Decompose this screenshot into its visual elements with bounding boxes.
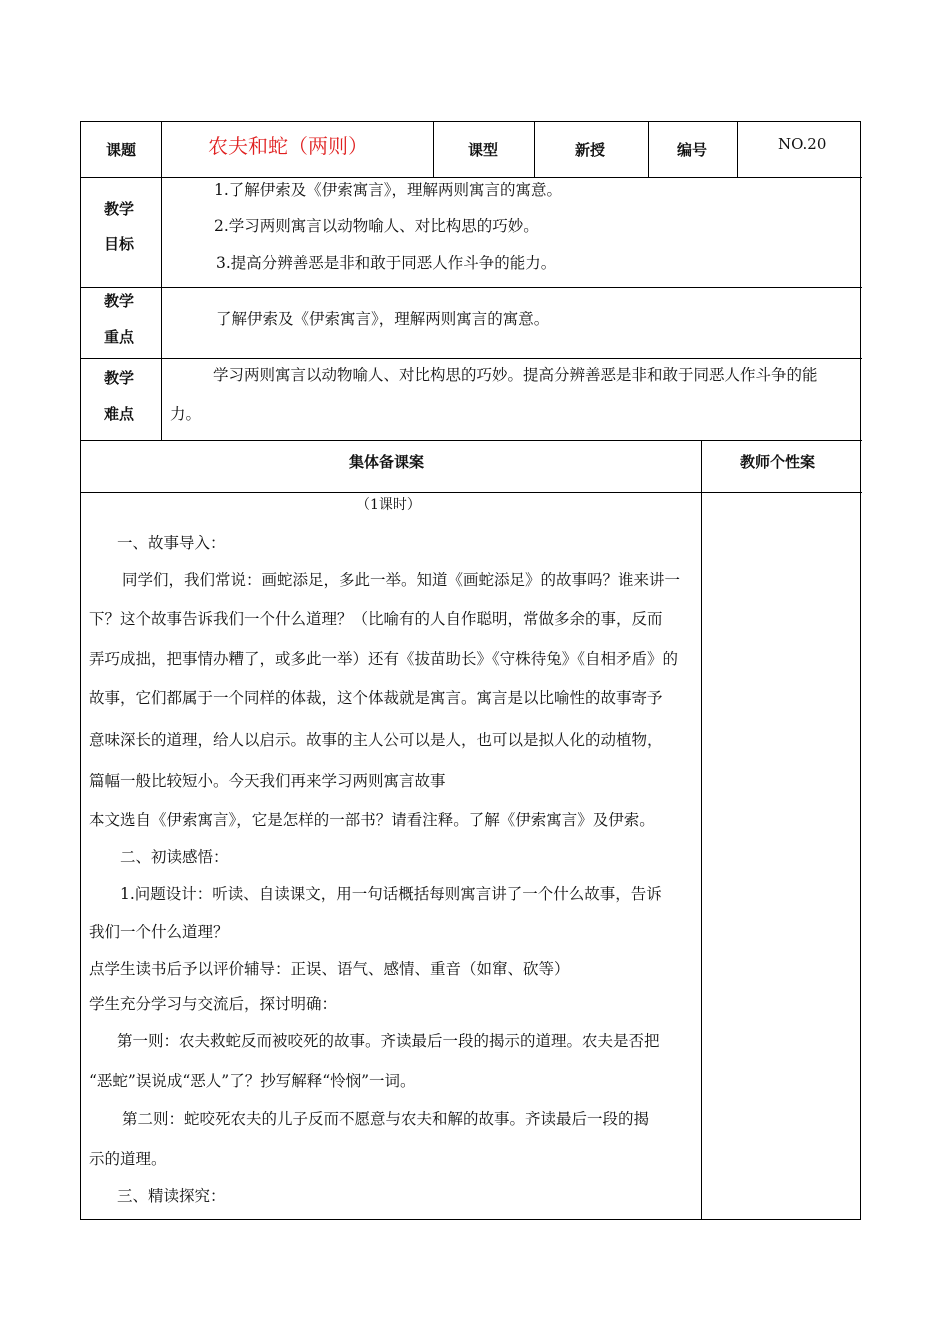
number-value: NO.20 [778,135,827,153]
column-divider [648,122,649,177]
row-divider [81,492,862,493]
lesson-line: 三、精读探究： [117,1187,226,1205]
type-label: 课型 [468,141,499,159]
lesson-line: 篇幅一般比较短小。今天我们再来学习两则寓言故事 [89,772,446,790]
column-divider [701,440,702,1220]
goal-item: 3.提高分辨善恶是非和敢于同恶人作斗争的能力。 [216,254,557,272]
difficulty-text: 力。 [170,405,202,423]
focus-text: 了解伊索及《伊索寓言》，理解两则寓言的寓意。 [216,310,550,328]
number-label: 编号 [677,141,708,159]
lesson-line: 示的道理。 [89,1150,167,1168]
lesson-line: 下？这个故事告诉我们一个什么道理？（比喻有的人自作聪明，常做多余的事，反而 [89,610,663,628]
lesson-line: 本文选自《伊索寓言》，它是怎样的一部书？请看注释。了解《伊索寓言》及伊索。 [89,811,655,829]
topic-label: 课题 [106,141,137,159]
lesson-line: 同学们，我们常说：画蛇添足，多此一举。知道《画蛇添足》的故事吗？谁来讲一 [122,571,681,589]
type-value: 新授 [575,141,606,159]
lesson-line: 学生充分学习与交流后，探讨明确： [89,995,338,1013]
difficulty-label-line2: 难点 [104,405,135,423]
goal-item: 2.学习两则寓言以动物喻人、对比构思的巧妙。 [214,217,539,235]
lesson-line: 我们一个什么道理？ [89,923,229,941]
lesson-period: （1课时） [356,497,421,513]
row-divider [81,440,862,441]
difficulty-text: 学习两则寓言以动物喻人、对比构思的巧妙。提高分辨善恶是非和敢于同恶人作斗争的能 [213,366,818,384]
goals-label-line2: 目标 [104,235,135,253]
column-divider [534,122,535,177]
lesson-line: 二、初读感悟： [120,848,229,866]
goal-item: 1.了解伊索及《伊索寓言》，理解两则寓言的寓意。 [214,181,563,199]
lesson-line: 第一则：农夫救蛇反而被咬死的故事。齐读最后一段的揭示的道理。农夫是否把 [117,1032,660,1050]
lesson-title: 农夫和蛇（两则） [208,134,368,158]
column-divider [433,122,434,177]
row-divider [81,287,862,288]
collective-plan-header: 集体备课案 [349,453,425,471]
lesson-line: 1.问题设计：听读、自读课文，用一句话概括每则寓言讲了一个什么故事，告诉 [120,885,662,903]
row-divider [81,358,862,359]
focus-label-line2: 重点 [104,328,135,346]
difficulty-label-line1: 教学 [104,369,135,387]
lesson-line: 意味深长的道理，给人以启示。故事的主人公可以是人，也可以是拟人化的动植物， [89,731,663,749]
focus-label-line1: 教学 [104,292,135,310]
personal-plan-header: 教师个性案 [740,453,816,471]
row-divider [81,177,862,178]
lesson-line: 一、故事导入： [117,534,226,552]
lesson-line: 故事，它们都属于一个同样的体裁，这个体裁就是寓言。寓言是以比喻性的故事寄予 [89,689,663,707]
lesson-line: 第二则：蛇咬死农夫的儿子反而不愿意与农夫和解的故事。齐读最后一段的揭 [122,1110,650,1128]
lesson-line: “恶蛇”误说成“恶人”了？抄写解释“怜悯”一词。 [89,1072,416,1090]
lesson-line: 弄巧成拙，把事情办糟了，或多此一举）还有《拔苗助长》《守株待兔》《自相矛盾》的 [89,650,679,668]
column-divider [161,122,162,440]
goals-label-line1: 教学 [104,200,135,218]
column-divider [737,122,738,177]
lesson-plan-table [80,121,861,1220]
lesson-line: 点学生读书后予以评价辅导：正误、语气、感情、重音（如窜、砍等） [89,960,570,978]
